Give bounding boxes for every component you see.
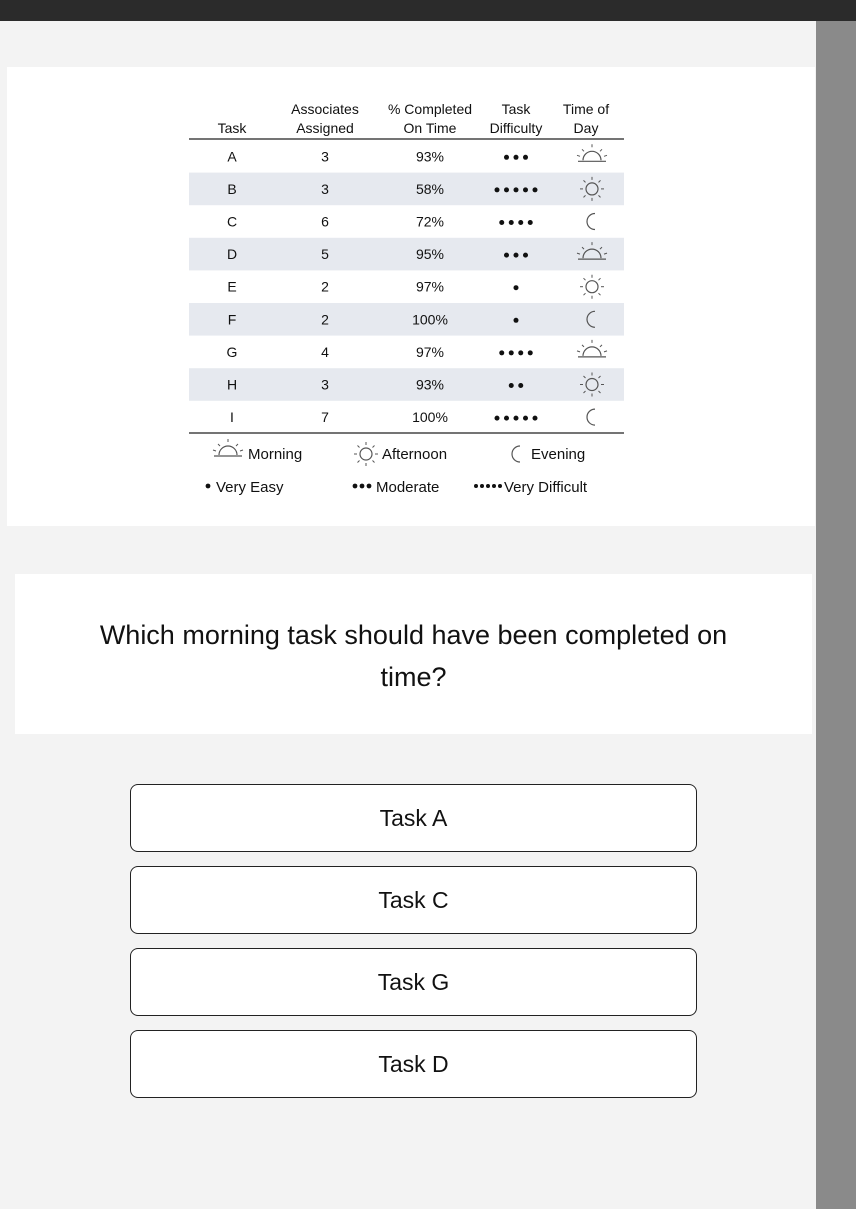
table-row xyxy=(230,409,595,425)
cell-task: A xyxy=(227,148,237,165)
top-bar xyxy=(0,0,856,21)
row-stripe xyxy=(189,173,624,206)
difficulty-dot xyxy=(518,220,523,225)
cell-completed: 72% xyxy=(415,213,445,230)
difficulty-dot xyxy=(514,155,519,160)
legend-afternoon-icon xyxy=(354,442,378,466)
cell-associates: 6 xyxy=(321,213,329,230)
legend-evening-icon xyxy=(512,446,520,462)
cell-completed: 97% xyxy=(415,278,445,295)
difficulty-dot xyxy=(514,285,519,290)
scrollbar[interactable] xyxy=(816,21,856,1209)
difficulty-dot xyxy=(509,350,514,355)
header-associates-line2: Assigned xyxy=(296,120,354,136)
legend-very-easy-dot xyxy=(206,484,211,489)
header-completed-line1: % Completed xyxy=(387,101,473,117)
difficulty-dot xyxy=(518,350,523,355)
cell-completed: 58% xyxy=(415,180,445,197)
cell-task: D xyxy=(226,246,238,263)
answer-option-task-d[interactable]: Task D xyxy=(130,1030,697,1098)
header-timeofday-line1: Time of xyxy=(562,101,610,117)
answer-option-task-g[interactable]: Task G xyxy=(130,948,697,1016)
difficulty-dots xyxy=(499,220,533,225)
legend-evening-label: Evening xyxy=(531,446,586,463)
table-row xyxy=(189,173,624,206)
cell-task: E xyxy=(227,278,237,295)
task-table-figure xyxy=(7,67,815,526)
difficulty-dots xyxy=(504,253,528,258)
cell-associates: 4 xyxy=(321,343,329,360)
difficulty-dot xyxy=(528,220,533,225)
evening-icon xyxy=(587,409,595,425)
header-difficulty-line1: Task xyxy=(501,101,531,117)
difficulty-dot xyxy=(514,253,519,258)
cell-completed: 93% xyxy=(415,148,445,165)
legend-moderate-dots xyxy=(353,484,372,489)
legend-very-difficult-dots xyxy=(474,484,502,488)
table-row xyxy=(189,368,624,401)
cell-associates: 2 xyxy=(321,311,329,328)
question-line-1: Which morning task should have been completed on xyxy=(99,620,728,650)
difficulty-dot xyxy=(528,350,533,355)
difficulty-dot xyxy=(533,187,538,192)
difficulty-dot xyxy=(499,350,504,355)
cell-task: C xyxy=(226,213,238,230)
row-stripe xyxy=(189,368,624,401)
header-completed-line2: On Time xyxy=(403,120,457,136)
row-stripe xyxy=(189,303,624,336)
morning-icon xyxy=(577,144,607,161)
difficulty-dot xyxy=(523,416,528,421)
difficulty-dot xyxy=(533,416,538,421)
difficulty-dot xyxy=(523,155,528,160)
cell-associates: 3 xyxy=(321,148,329,165)
table-row xyxy=(227,214,595,230)
cell-task: G xyxy=(226,343,238,360)
cell-task: B xyxy=(227,180,237,197)
cell-associates: 5 xyxy=(321,246,329,263)
difficulty-dot xyxy=(509,220,514,225)
cell-associates: 7 xyxy=(321,409,329,426)
cell-task: H xyxy=(226,376,238,393)
cell-completed: 100% xyxy=(412,409,448,426)
table-row xyxy=(227,144,607,164)
difficulty-dots xyxy=(514,318,519,323)
cell-associates: 3 xyxy=(321,376,329,393)
difficulty-dots xyxy=(499,350,533,355)
difficulty-dot xyxy=(499,220,504,225)
header-timeofday-line2: Day xyxy=(573,120,599,136)
cell-completed: 97% xyxy=(415,343,445,360)
table-row xyxy=(189,303,624,336)
difficulty-dot xyxy=(514,416,519,421)
legend-morning-label: Morning xyxy=(248,446,303,463)
difficulty-dots xyxy=(514,285,519,290)
cell-task: I xyxy=(230,409,234,426)
table-row xyxy=(227,340,607,360)
row-stripe xyxy=(189,238,624,271)
header-associates-line1: Associates xyxy=(291,101,359,117)
difficulty-dots xyxy=(495,416,538,421)
header-task-line2: Task xyxy=(217,120,247,136)
difficulty-dot xyxy=(523,187,528,192)
difficulty-dots xyxy=(504,155,528,160)
cell-completed: 93% xyxy=(415,376,445,393)
difficulty-dot xyxy=(509,383,514,388)
table-row xyxy=(227,275,604,299)
legend-very-easy-label: Very Easy xyxy=(216,479,284,496)
difficulty-dot xyxy=(504,253,509,258)
cell-associates: 3 xyxy=(321,180,329,197)
difficulty-dot xyxy=(518,383,523,388)
legend-moderate-label: Moderate xyxy=(376,479,440,496)
cell-task: F xyxy=(227,311,237,328)
afternoon-icon xyxy=(580,275,604,299)
cell-completed: 95% xyxy=(415,246,445,263)
question-card xyxy=(15,574,812,734)
difficulty-dot xyxy=(495,416,500,421)
figure-card xyxy=(7,67,815,526)
header-difficulty-line2: Difficulty xyxy=(489,120,543,136)
evening-icon xyxy=(587,214,595,230)
difficulty-dot xyxy=(514,318,519,323)
difficulty-dot xyxy=(495,187,500,192)
table-row xyxy=(189,238,624,271)
difficulty-dot xyxy=(523,253,528,258)
cell-associates: 2 xyxy=(321,278,329,295)
legend-very-difficult-label: Very Difficult xyxy=(504,479,588,496)
difficulty-dot xyxy=(504,187,509,192)
question-text xyxy=(45,614,782,698)
question-line-2: time? xyxy=(380,662,447,692)
answer-option-task-c[interactable]: Task C xyxy=(130,866,697,934)
difficulty-dot xyxy=(504,416,509,421)
difficulty-dot xyxy=(504,155,509,160)
table-body xyxy=(189,144,624,425)
legend-morning-icon xyxy=(213,439,243,456)
legend-afternoon-label: Afternoon xyxy=(382,446,448,463)
answer-option-task-a[interactable]: Task A xyxy=(130,784,697,852)
difficulty-dot xyxy=(514,187,519,192)
morning-icon xyxy=(577,340,607,357)
cell-completed: 100% xyxy=(412,311,448,328)
